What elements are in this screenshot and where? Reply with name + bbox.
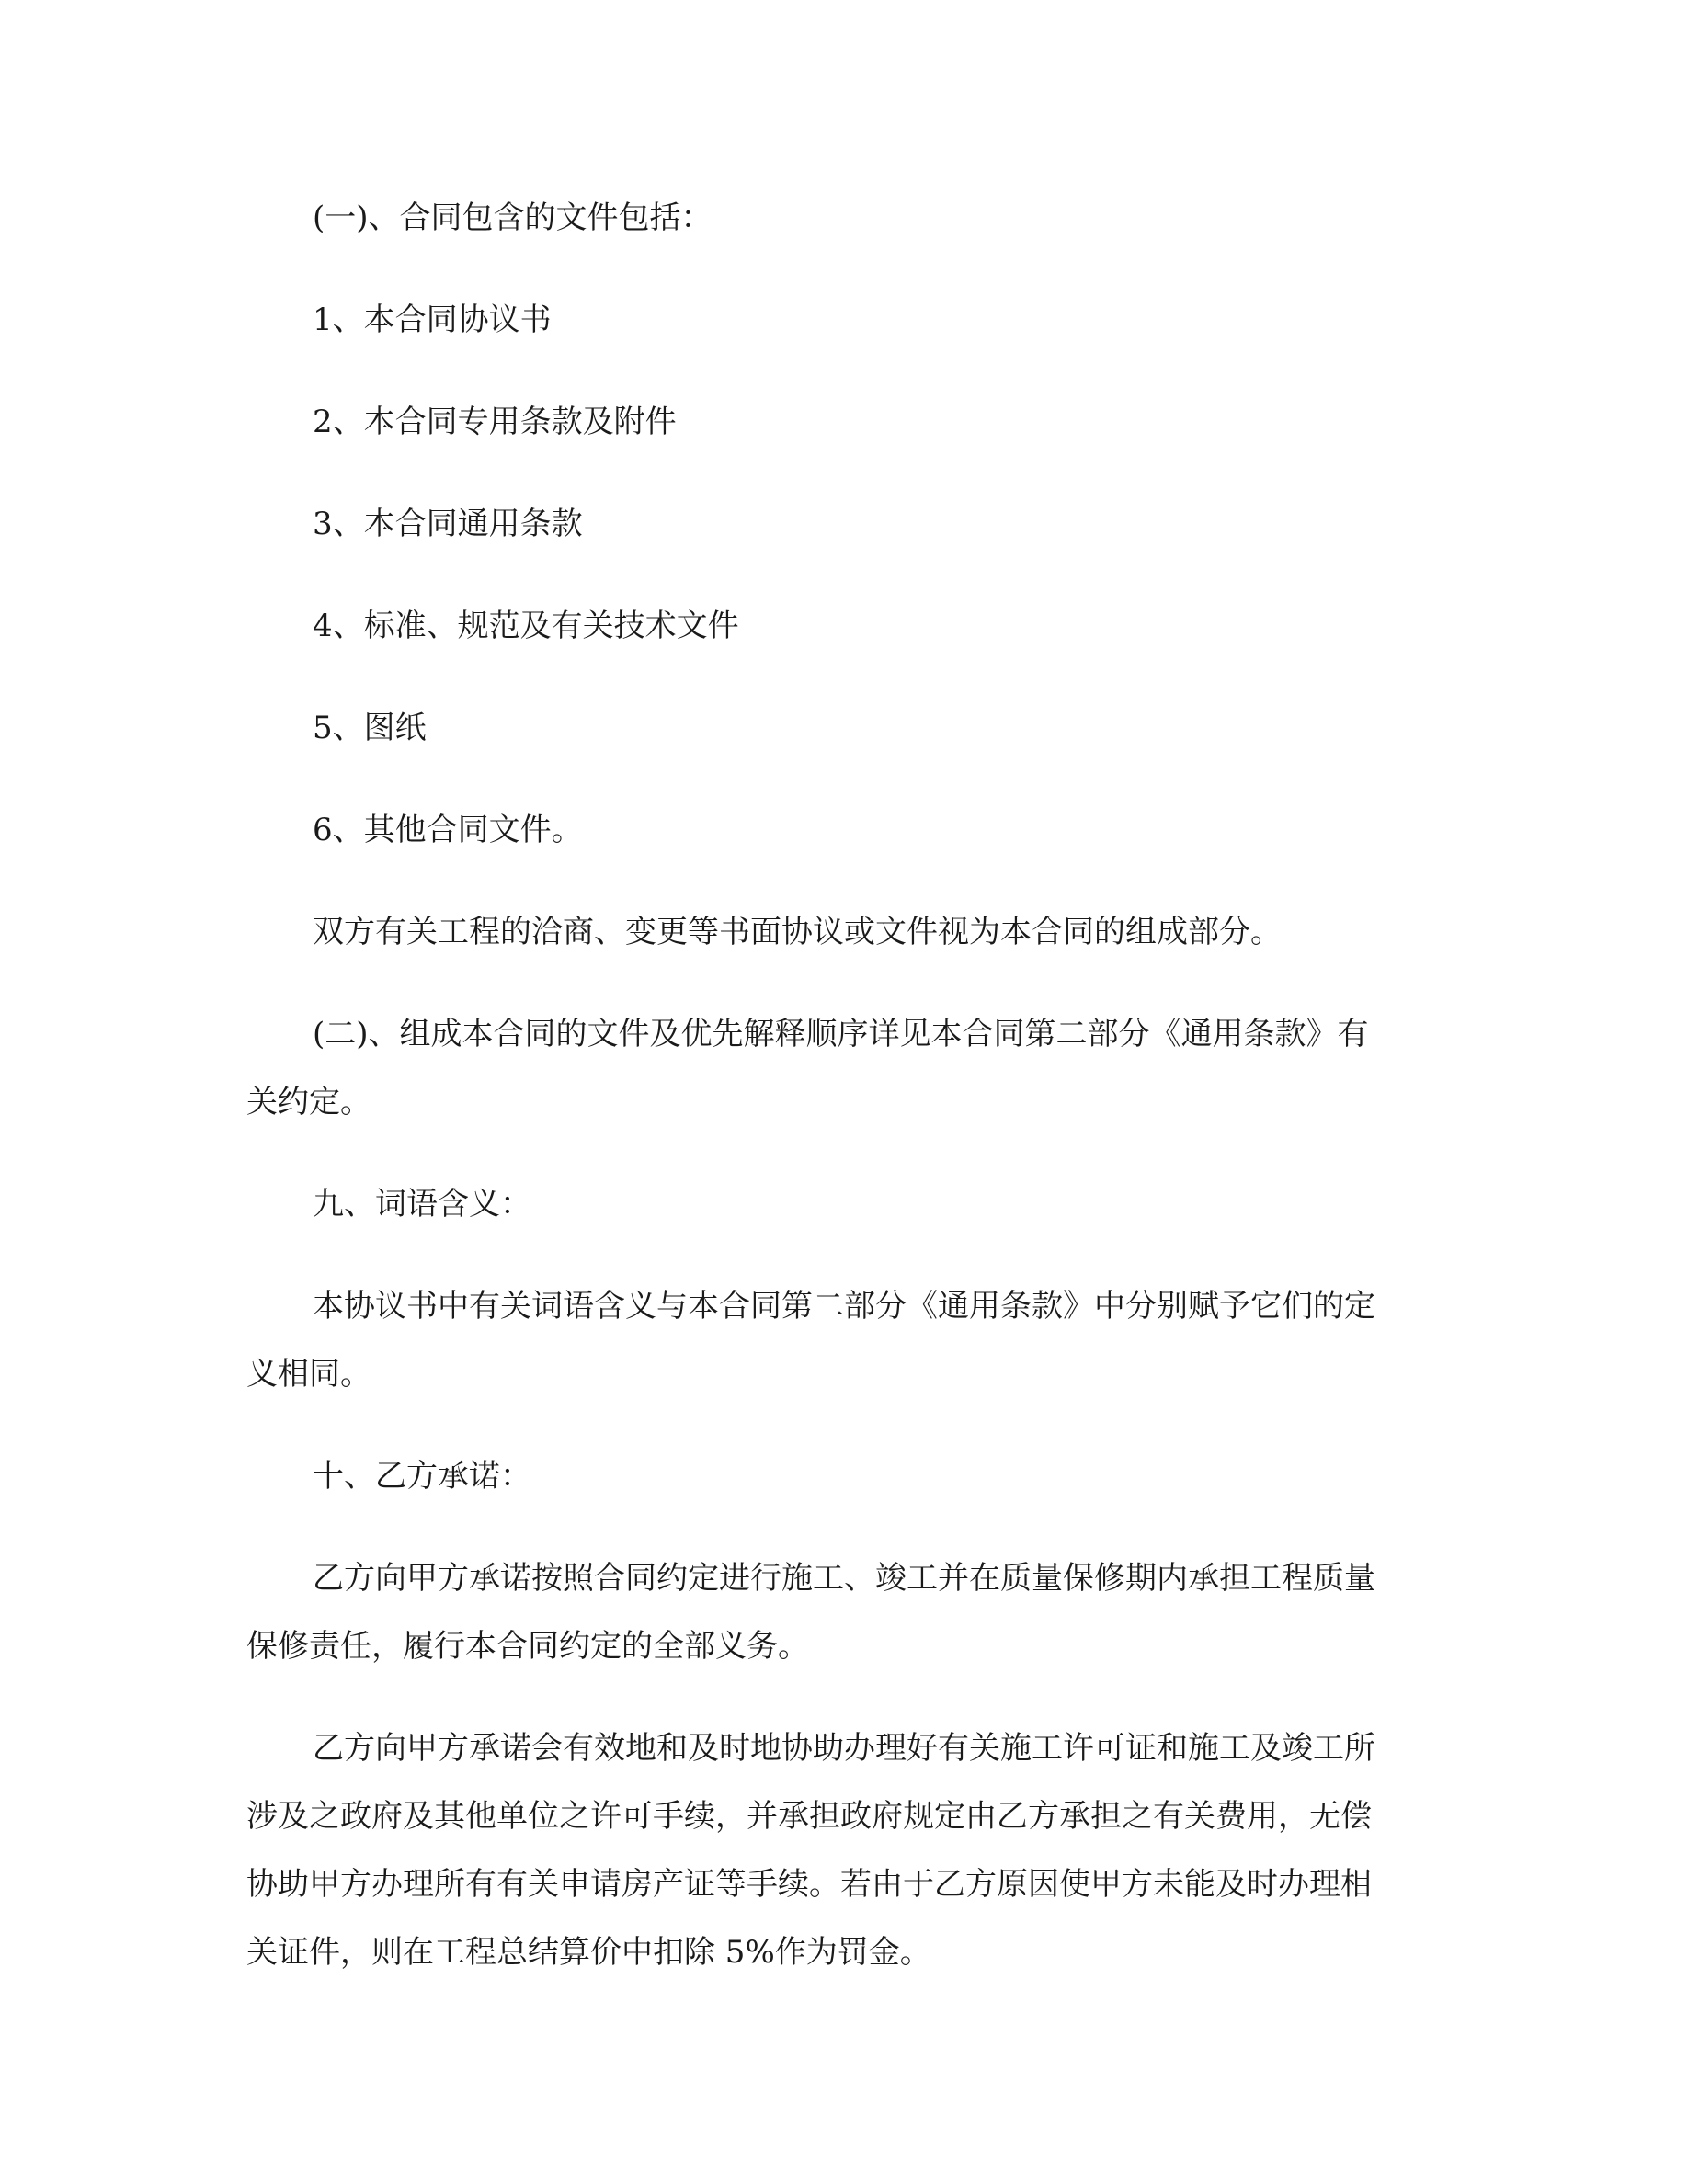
- paragraph-composition: [246, 898, 1442, 966]
- text-line: (一)、合同包含的文件包括：: [313, 199, 713, 236]
- paragraph-commitment-construction: [246, 1544, 1442, 1680]
- text-line: 4、标准、规范及有关技术文件: [313, 608, 739, 644]
- text-line: 双方有关工程的洽商、变更等书面协议或文件视为本合同的组成部分。: [313, 914, 1282, 950]
- list-item-4: [246, 592, 1442, 660]
- text-line: 十、乙方承诺：: [313, 1458, 531, 1495]
- text-line: 乙方向甲方承诺按照合同约定进行施工、竣工并在质量保修期内承担工程质量: [313, 1560, 1375, 1597]
- text-line: 2、本合同专用条款及附件: [313, 404, 677, 440]
- text-line: 保修责任，履行本合同约定的全部义务。: [246, 1628, 809, 1665]
- text-line: 6、其他合同文件。: [313, 812, 583, 848]
- paragraph-definitions: [246, 1272, 1442, 1408]
- list-item-5: [246, 694, 1442, 762]
- list-item-3: [246, 490, 1442, 558]
- paragraph-commitment-permits: [246, 1714, 1442, 1986]
- paragraph-interpretation-order: [246, 1000, 1442, 1136]
- text-line: (二)、组成本合同的文件及优先解释顺序详见本合同第二部分《通用条款》有: [313, 1016, 1369, 1052]
- section-heading-commitments: [246, 1442, 1442, 1510]
- text-line: 5、图纸: [313, 710, 427, 746]
- text-line: 涉及之政府及其他单位之许可手续，并承担政府规定由乙方承担之有关费用，无偿: [246, 1798, 1372, 1835]
- text-line: 3、本合同通用条款: [313, 506, 583, 542]
- text-line: 本协议书中有关词语含义与本合同第二部分《通用条款》中分别赋予它们的定: [313, 1288, 1375, 1325]
- text-line: 协助甲方办理所有有关申请房产证等手续。若由于乙方原因使甲方未能及时办理相: [246, 1866, 1372, 1903]
- text-line: 1、本合同协议书: [313, 301, 552, 338]
- list-item-2: [246, 388, 1442, 456]
- list-item-1: [246, 286, 1442, 354]
- text-line: 乙方向甲方承诺会有效地和及时地协助办理好有关施工许可证和施工及竣工所: [313, 1730, 1375, 1767]
- text-line: 九、词语含义：: [313, 1186, 531, 1223]
- text-line: 关约定。: [246, 1084, 371, 1120]
- text-line: 关证件，则在工程总结算价中扣除 5%作为罚金。: [246, 1934, 931, 1971]
- section-heading-definitions: [246, 1170, 1442, 1238]
- list-item-6: [246, 796, 1442, 864]
- text-line: 义相同。: [246, 1356, 371, 1393]
- paragraph-contract-documents-heading: [246, 184, 1442, 252]
